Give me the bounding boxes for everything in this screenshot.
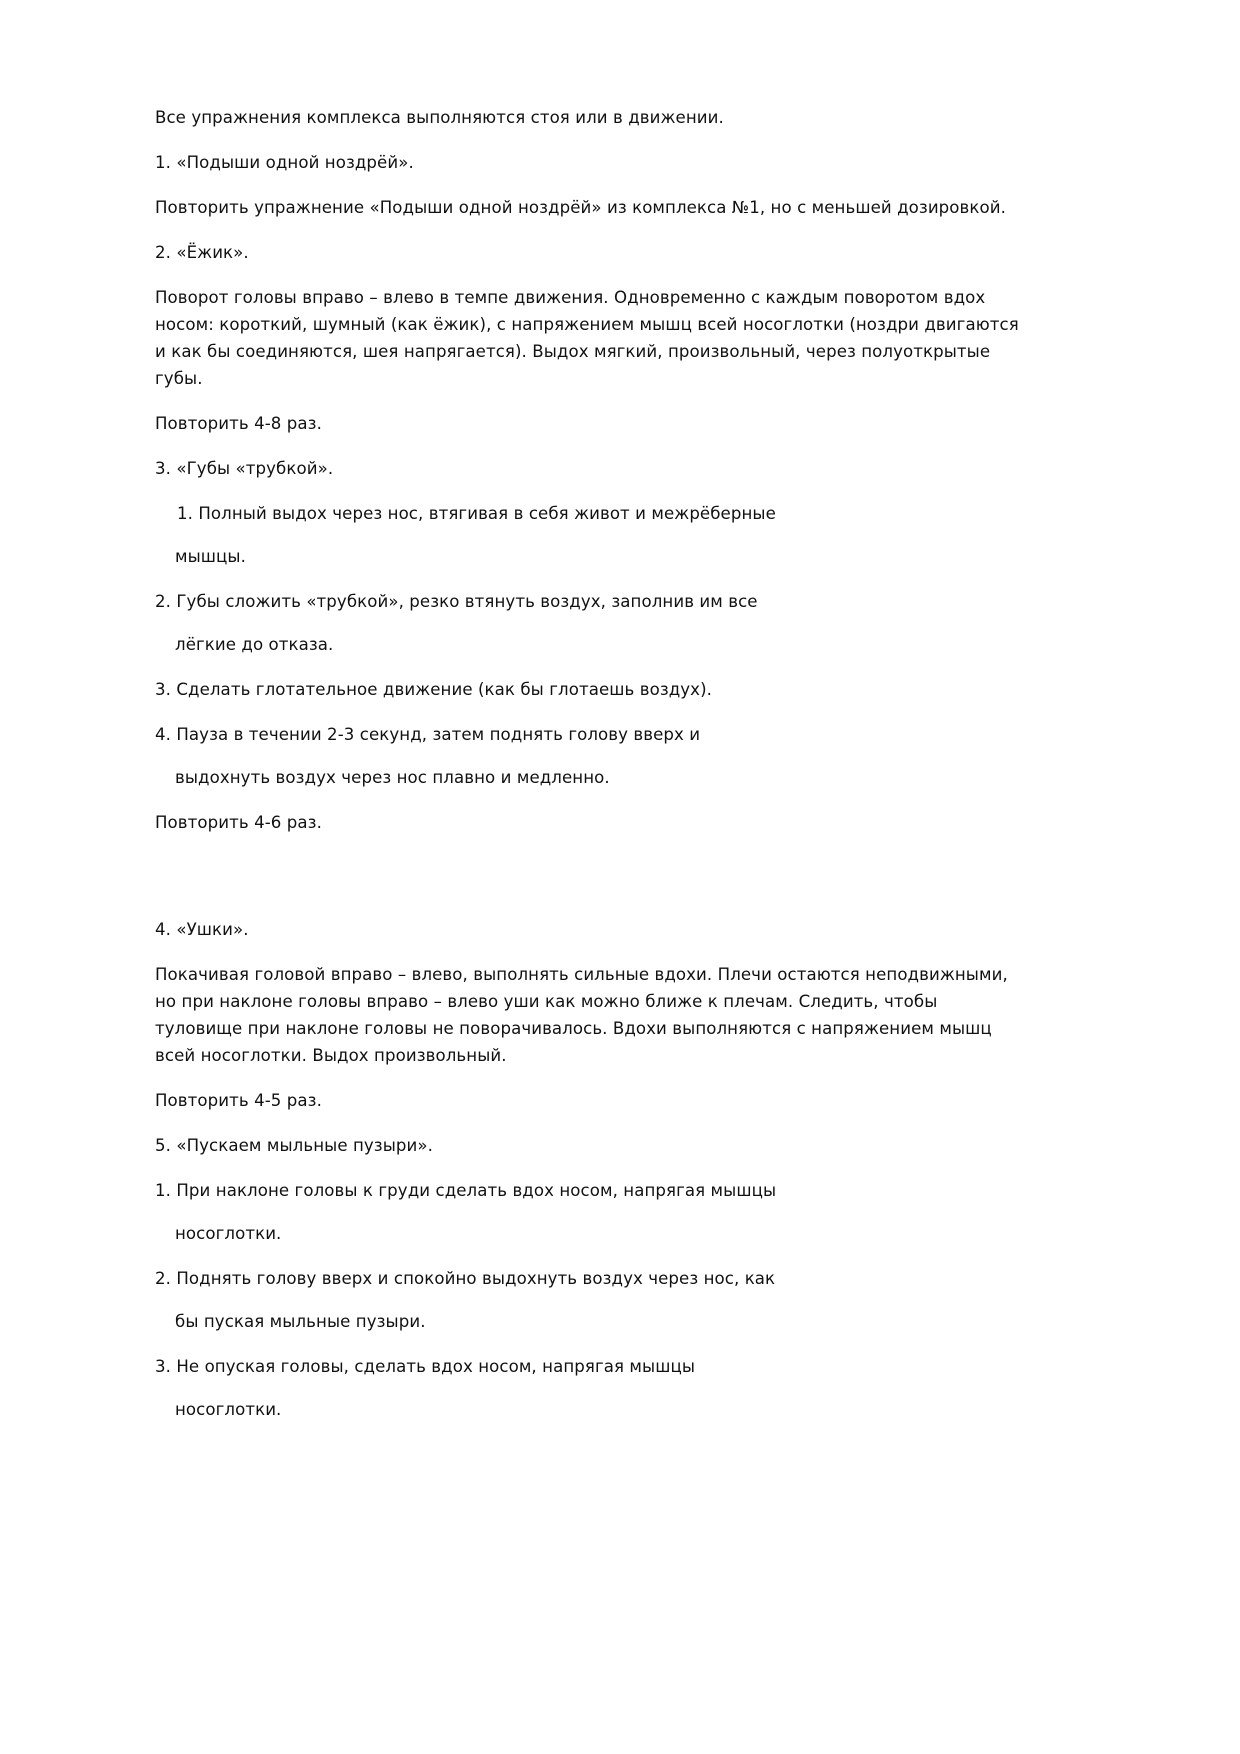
intro-paragraph [155, 104, 1025, 131]
exercise-2-heading [155, 239, 1025, 266]
step-line-primary: 2. Поднять голову вверх и спокойно выдохнуть воздух через нос, как [155, 1269, 776, 1288]
repeat-text: Повторить 4-6 раз. [155, 813, 322, 832]
step-line-gap [155, 1204, 1025, 1220]
exercise-body-text: Поворот головы вправо – влево в темпе движения. Одновременно с каждым поворотом вдох носом: короткий, шумный (как ёжик), с напряжением мышц всей носоглотки (ноздри двигаются и как бы соединяются, шея напрягается). Выдох мягкий, произвольный, через полуоткрытые губы. [155, 288, 1025, 388]
exercise-3-step-4 [155, 721, 1025, 791]
exercise-heading-text: 5. «Пускаем мыльные пузыри». [155, 1136, 433, 1155]
exercise-5-step-3 [155, 1353, 1025, 1423]
exercise-4-body [155, 961, 1025, 1069]
exercise-heading-text: 2. «Ёжик». [155, 243, 249, 262]
document-body [155, 104, 1025, 1441]
exercise-3-heading [155, 455, 1025, 482]
exercise-1-body [155, 194, 1025, 221]
step-line-gap [155, 615, 1025, 631]
exercise-heading-text: 4. «Ушки». [155, 920, 249, 939]
exercise-3-step-3 [155, 676, 1025, 703]
exercise-5-step-2 [155, 1265, 1025, 1335]
exercise-3-repeat [155, 809, 1025, 836]
step-line-primary: 3. Сделать глотательное движение (как бы глотаешь воздух). [155, 680, 713, 699]
intro-text: Все упражнения комплекса выполняются стоя или в движении. [155, 108, 724, 127]
step-line-continuation: мышцы. [175, 547, 246, 566]
repeat-text: Повторить 4-8 раз. [155, 414, 322, 433]
step-line-gap [155, 527, 1025, 543]
exercise-3-step-1 [155, 500, 1025, 570]
step-line-continuation: носоглотки. [175, 1224, 282, 1243]
exercise-5-step-1 [155, 1177, 1025, 1247]
exercise-heading-text: 3. «Губы «трубкой». [155, 459, 334, 478]
exercise-4-heading [155, 916, 1025, 943]
step-line-continuation: бы пуская мыльные пузыри. [175, 1312, 426, 1331]
exercise-2-repeat [155, 410, 1025, 437]
exercise-2-body [155, 284, 1025, 392]
step-line-gap [155, 1380, 1025, 1396]
step-line-continuation: лёгкие до отказа. [175, 635, 334, 654]
exercise-1-heading [155, 149, 1025, 176]
exercise-body-text: Повторить упражнение «Подыши одной ноздрёй» из комплекса №1, но с меньшей дозировкой. [155, 198, 1006, 217]
section-gap [155, 854, 1025, 916]
step-line-primary: 1. При наклоне головы к груди сделать вдох носом, напрягая мышцы [155, 1181, 777, 1200]
step-line-gap [155, 748, 1025, 764]
step-line-primary: 2. Губы сложить «трубкой», резко втянуть воздух, заполнив им все [155, 592, 758, 611]
step-line-continuation: выдохнуть воздух через нос плавно и медленно. [175, 768, 610, 787]
step-line-primary: 3. Не опуская головы, сделать вдох носом, напрягая мышцы [155, 1357, 696, 1376]
repeat-text: Повторить 4-5 раз. [155, 1091, 322, 1110]
exercise-4-repeat [155, 1087, 1025, 1114]
step-line-continuation: носоглотки. [175, 1400, 282, 1419]
step-line-primary: 4. Пауза в течении 2-3 секунд, затем поднять голову вверх и [155, 725, 701, 744]
step-line-gap [155, 1292, 1025, 1308]
exercise-3-step-2 [155, 588, 1025, 658]
exercise-5-heading [155, 1132, 1025, 1159]
exercise-body-text: Покачивая головой вправо – влево, выполнять сильные вдохи. Плечи остаются неподвижными, но при наклоне головы вправо – влево уши как можно ближе к плечам. Следить, чтобы туловище при наклоне головы не поворачивалось. Вдохи выполняются с напряжением мышц всей носоглотки. Выдох произвольный. [155, 965, 1014, 1065]
step-line-primary: 1. Полный выдох через нос, втягивая в себя живот и межрёберные [177, 504, 776, 523]
exercise-heading-text: 1. «Подыши одной ноздрёй». [155, 153, 414, 172]
